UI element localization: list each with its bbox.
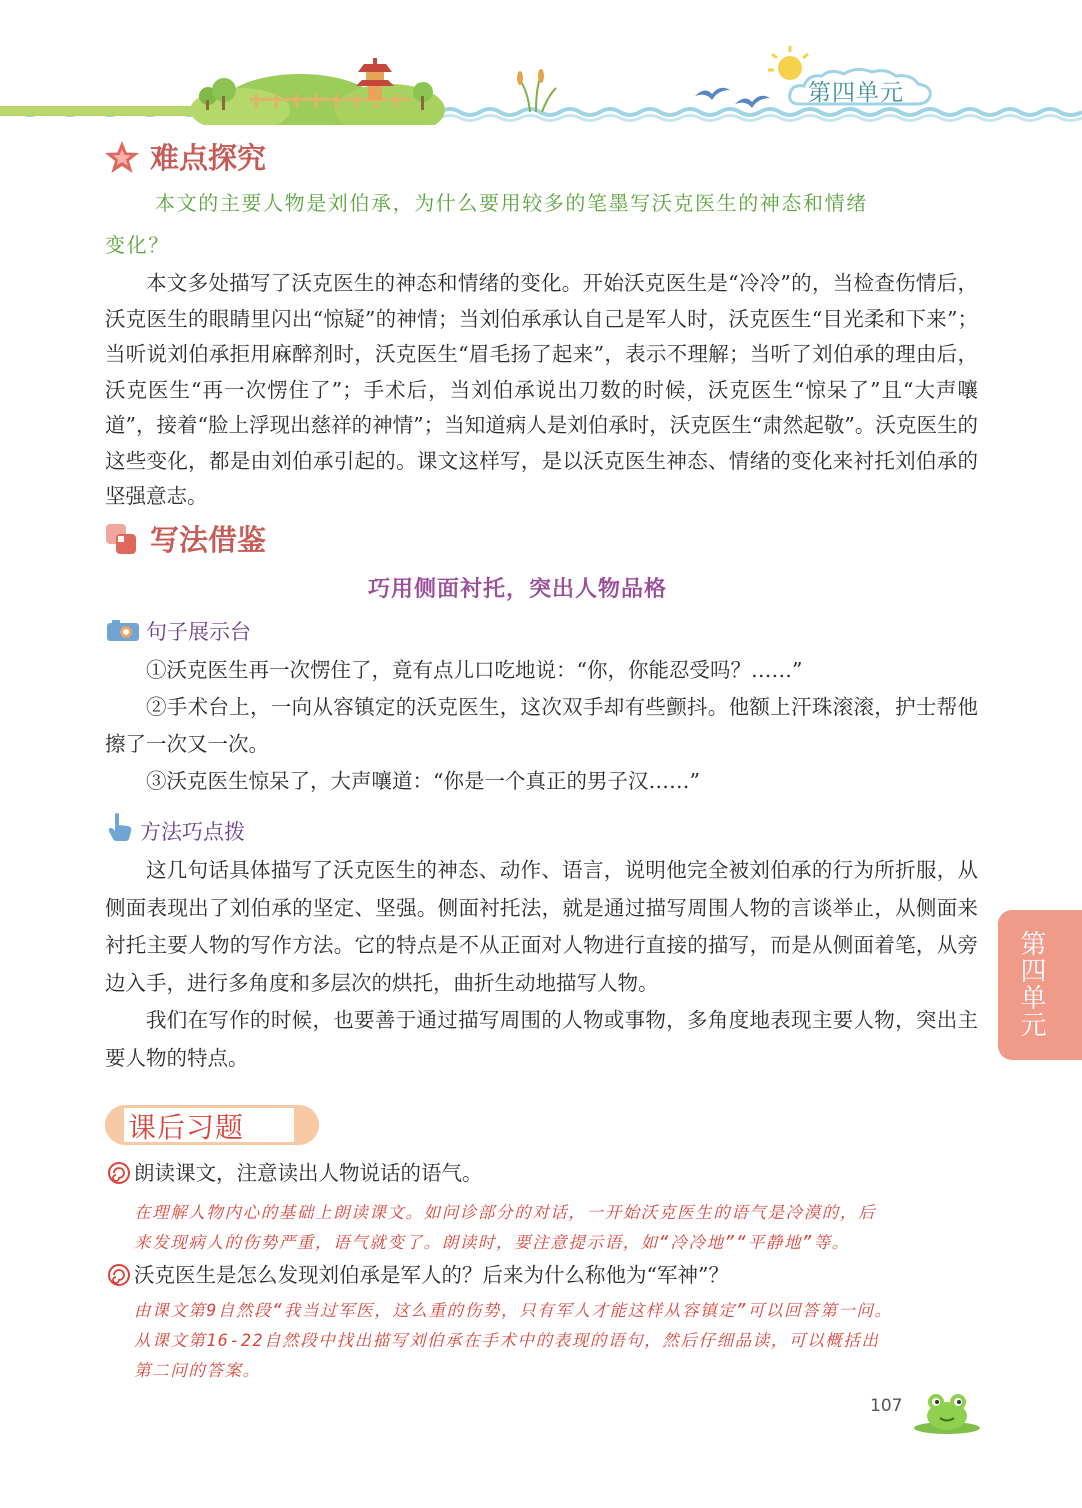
birds-icon <box>695 88 770 108</box>
answer-line: 从课文第16-22自然段中找出描写刘伯承在手术中的表现的语句，然后仔细品读，可以概括出 <box>134 1331 880 1350</box>
difficulty-answer <box>105 266 978 515</box>
answer-line: 由课文第9自然段“我当过军医，这么重的伤势，只有军人才能这样从容镇定”可以回答第一问。 <box>134 1301 893 1320</box>
exercise-question-1: 朗读课文，注意读出人物说话的语气。 <box>134 1161 483 1185</box>
exercise-answer-1 <box>134 1198 994 1258</box>
sentence-list <box>105 652 978 800</box>
sentence-1: ①沃克医生再一次愣住了，竟有点儿口吃地说：“你，你能忍受吗？……” <box>146 658 803 682</box>
unit-label: 第四单元 <box>808 80 904 106</box>
difficulty-question-line2: 变化？ <box>105 233 170 257</box>
page-number: 107 <box>870 1396 903 1416</box>
method-text <box>105 852 978 1077</box>
pointing-hand-icon <box>106 812 134 842</box>
side-tab-label: 第四单元 <box>1016 930 1046 1038</box>
frog-icon <box>912 1390 982 1434</box>
section-title-writing: 写法借鉴 <box>150 523 267 557</box>
method-paragraph-1: 这几句话具体描写了沃克医生的神态、动作、语言，说明他完全被刘伯承的行为所折服，从侧面表现出了刘伯承的坚定、坚强。侧面衬托法，就是通过描写周围人物的言谈举止，从侧面来衬托主要人物的写作方法。它的特点是不从正面对人物进行直接的描写，而是从侧面着笔，从旁边入手，进行多角度和多层次的烘托，曲折生动地描写人物。 <box>105 858 978 995</box>
camera-icon <box>106 618 140 642</box>
writing-subtitle: 巧用侧面衬托，突出人物品格 <box>368 576 668 602</box>
method-paragraph-2: 我们在写作的时候，也要善于通过描写周围的人物或事物，多角度地表现主要人物，突出主要人物的特点。 <box>105 1008 978 1070</box>
answer-line: 第二问的答案。 <box>134 1361 261 1380</box>
writing-squares-icon <box>104 522 140 556</box>
answer-line: 在理解人物内心的基础上朗读课文。如问诊部分的对话，一开始沃克医生的语气是冷漠的，后 <box>134 1203 877 1222</box>
spiral-bullet-icon <box>108 1264 130 1286</box>
exercise-answer-2 <box>134 1296 994 1386</box>
difficulty-question-line1: 本文的主要人物是刘伯承，为什么要用较多的笔墨写沃克医生的神态和情绪 <box>155 191 868 215</box>
difficulty-answer-paragraph: 本文多处描写了沃克医生的神态和情绪的变化。开始沃克医生是“冷冷”的，当检查伤情后，沃克医生的眼睛里闪出“惊疑”的神情；当刘伯承承认自己是军人时，沃克医生“目光柔和下来”；当听说刘伯承拒用麻醉剂时，沃克医生“眉毛扬了起来”，表示不理解；当听了刘伯承的理由后，沃克医生“再一次愣住了”；手术后，当刘伯承说出刀数的时候，沃克医生“惊呆了”且“大声嚷道”，接着“脸上浮现出慈祥的神情”；当知道病人是刘伯承时，沃克医生“肃然起敬”。沃克医生的这些变化，都是由刘伯承引起的。课文这样写，是以沃克医生神态、情绪的变化来衬托刘伯承的坚强意志。 <box>105 271 978 508</box>
section-title-difficulty: 难点探究 <box>150 141 267 175</box>
answer-line: 来发现病人的伤势严重，语气就变了。朗读时，要注意提示语，如“冷冷地”“平静地”等。 <box>134 1233 850 1252</box>
sentence-3: ③沃克医生惊呆了，大声嚷道：“你是一个真正的男子汉……” <box>146 769 700 793</box>
sentences-title: 句子展示台 <box>146 620 251 644</box>
method-title: 方法巧点拨 <box>140 820 245 844</box>
spiral-bullet-icon <box>108 1162 130 1184</box>
exercises-title: 课后习题 <box>128 1111 245 1144</box>
trees-hills-icon <box>190 74 445 125</box>
reeds-icon <box>517 69 556 112</box>
exercise-question-2: 沃克医生是怎么发现刘伯承是军人的？后来为什么称他为“军神”？ <box>134 1263 729 1287</box>
sentence-2: ②手术台上，一向从容镇定的沃克医生，这次双手却有些颤抖。他额上汗珠滚滚，护士帮他擦了一次又一次。 <box>105 695 978 756</box>
star-icon <box>104 140 140 174</box>
